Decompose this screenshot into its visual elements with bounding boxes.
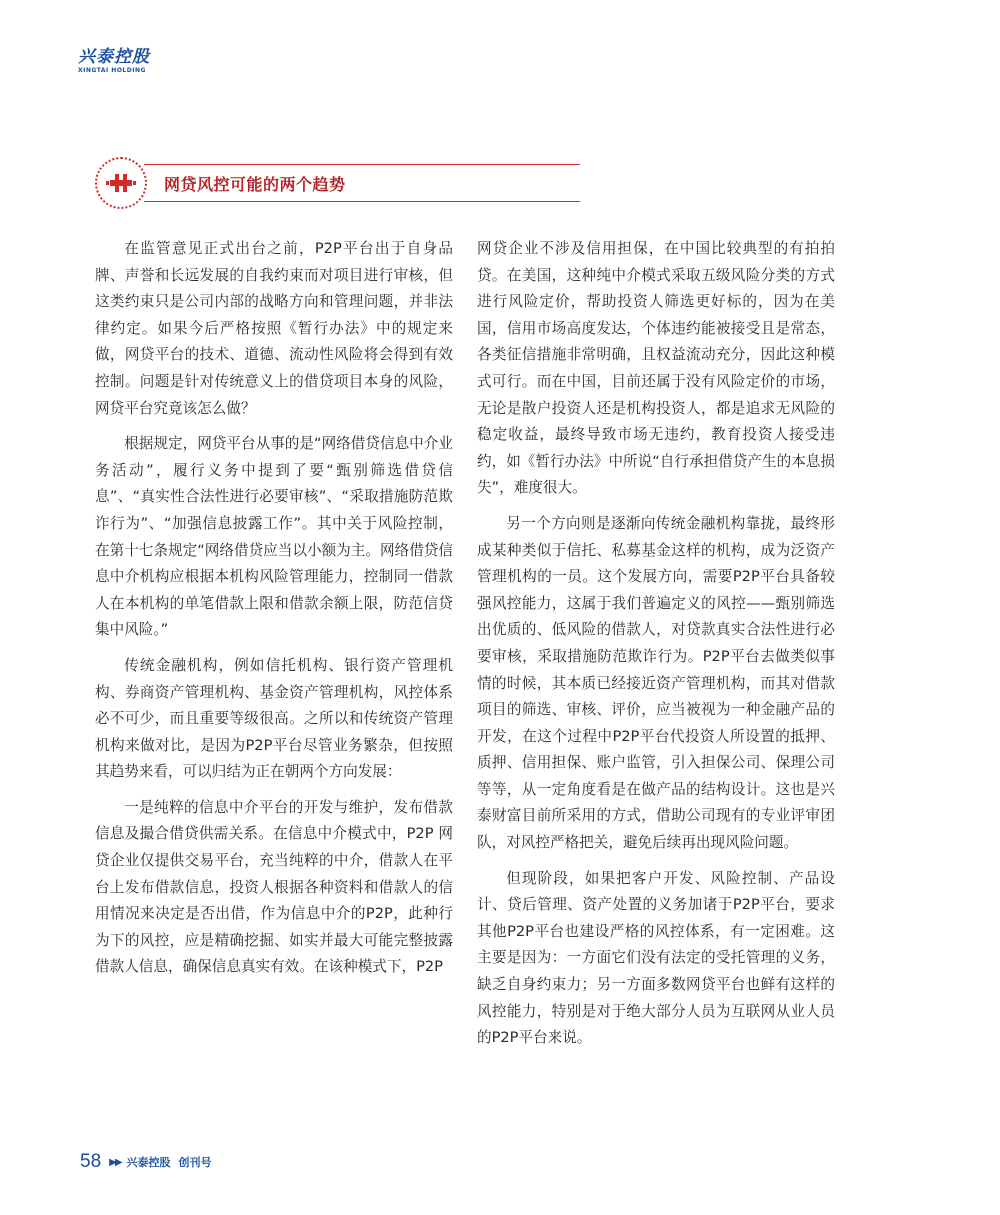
section-title: 网贷风控可能的两个趋势 (164, 175, 346, 194)
page-number: 58 (80, 1151, 102, 1172)
paragraph: 另一个方向则是逐渐向传统金融机构靠拢，最终形成某种类似于信托、私募基金这样的机构，成为泛资产管理机构的一员。这个发展方向，需要P2P平台具备较强风控能力，这属于我们普遍定义的风控——甄别筛选出优质的、低风险的借款人，对贷款真实合法性进行必要审核，采取措施防范欺诈行为。P2P平台去做类似事情的时候，其本质已经接近资产管理机构，而其对借款项目的筛选、审核、评价，应当被视为一种金融产品的开发，在这个过程中P2P平台代投资人所设置的抵押、质押、信用担保、账户监管，引入担保公司、保理公司等等，从一定角度看是在做产品的结构设计。这也是兴泰财富目前所采用的方式，借助公司现有的专业评审团队，对风控严格把关，避免后续再出现风险问题。 (477, 514, 835, 852)
paragraph: 传统金融机构，例如信托机构、银行资产管理机构、券商资产管理机构、基金资产管理机构，风控体系必不可少，而且重要等级很高。之所以和传统资产管理机构来做对比，是因为P2P平台尽管业务繁杂，但按照其趋势来看，可以归结为正在朝两个方向发展： (95, 656, 453, 781)
logo-chinese: 兴泰控股 (78, 47, 150, 67)
article-column-right (477, 236, 835, 1061)
page-footer (80, 1150, 212, 1174)
footer-issue: 创刊号 (178, 1156, 212, 1169)
paragraph: 根据规定，网贷平台从事的是“网络借贷信息中介业务活动”，履行义务中提到了要“甄别筛选借贷信息”、“真实性合法性进行必要审核”、“采取措施防范欺诈行为”、“加强信息披露工作”。其中关于风险控制，在第十七条规定“网络借贷应当以小额为主。网络借贷信息中介机构应根据本机构风险管理能力，控制同一借款人在本机构的单笔借款上限和借款余额上限，防范信贷集中风险。” (95, 435, 453, 639)
footer-publication: 兴泰控股 (126, 1156, 171, 1169)
header-rule-bottom (144, 201, 580, 202)
cross-icon (104, 166, 138, 200)
header-rule-top (144, 164, 580, 165)
publication-logo (78, 48, 150, 75)
section-header (92, 152, 580, 214)
paragraph: 但现阶段，如果把客户开发、风险控制、产品设计、贷后管理、资产处置的义务加诸于P2P平台，要求其他P2P平台也建设严格的风控体系，有一定困难。这主要是因为：一方面它们没有法定的受托管理的义务，缺乏自身约束力；另一方面多数网贷平台也鲜有这样的风控能力，特别是对于绝大部分人员为互联网从业人员的P2P平台来说。 (477, 869, 835, 1047)
paragraph: 网贷企业不涉及信用担保，在中国比较典型的有拍拍贷。在美国，这种纯中介模式采取五级风险分类的方式进行风险定价，帮助投资人筛选更好标的，因为在美国，信用市场高度发达，个体违约能被接受且是常态，各类征信措施非常明确，且权益流动充分，因此这种模式可行。而在中国，目前还属于没有风险定价的市场，无论是散户投资人还是机构投资人，都是追求无风险的稳定收益，最终导致市场无违约，教育投资人接受违约，如《暂行办法》中所说“自行承担借贷产生的本息损失”，难度很大。 (477, 240, 835, 497)
article-column-left (95, 236, 453, 990)
logo-english: XINGTAI HOLDING (78, 67, 146, 74)
paragraph: 一是纯粹的信息中介平台的开发与维护，发布借款信息及撮合借贷供需关系。在信息中介模式中，P2P 网贷企业仅提供交易平台，充当纯粹的中介，借款人在平台上发布借款信息，投资人根据各种资料和借款人的信用情况来决定是否出借，作为信息中介的P2P，此种行为下的风控，应是精确挖掘、如实并最大可能完整披露借款人信息，确保信息真实有效。在该种模式下，P2P (95, 798, 453, 976)
double-chevron-icon: ▶▶ (109, 1156, 121, 1168)
paragraph: 在监管意见正式出台之前，P2P平台出于自身品牌、声誉和长远发展的自我约束而对项目进行审核，但这类约束只是公司内部的战略方向和管理问题，并非法律约定。如果今后严格按照《暂行办法》中的规定来做，网贷平台的技术、道德、流动性风险将会得到有效控制。问题是针对传统意义上的借贷项目本身的风险，网贷平台究竟该怎么做？ (95, 240, 453, 417)
cross-badge-icon (95, 157, 147, 209)
